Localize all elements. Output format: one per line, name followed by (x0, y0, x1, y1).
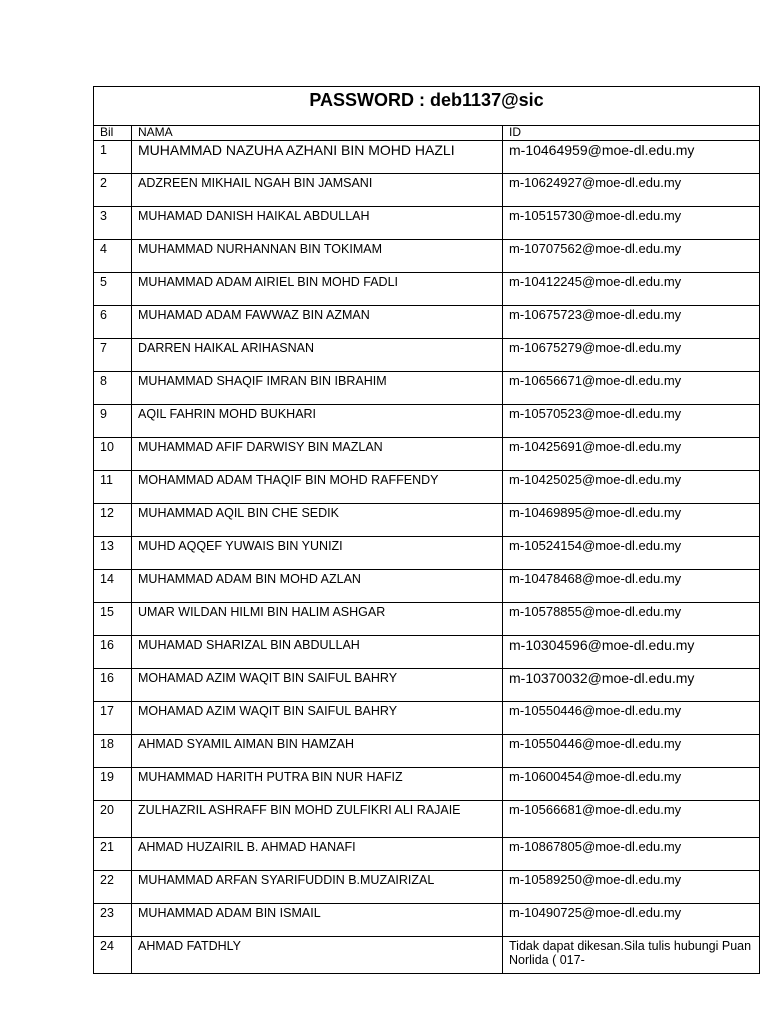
row-bil: 22 (94, 871, 132, 904)
row-bil: 24 (94, 937, 132, 974)
table-row (94, 838, 760, 871)
row-nama: MUHAMAD DANISH HAIKAL ABDULLAH (132, 207, 503, 240)
row-bil: 12 (94, 504, 132, 537)
row-bil: 10 (94, 438, 132, 471)
row-id: m-10550446@moe-dl.edu.my (503, 702, 760, 735)
table-row (94, 273, 760, 306)
row-bil: 16 (94, 669, 132, 702)
table-row (94, 207, 760, 240)
row-bil: 23 (94, 904, 132, 937)
table-row (94, 504, 760, 537)
row-bil: 19 (94, 768, 132, 801)
row-id: m-10478468@moe-dl.edu.my (503, 570, 760, 603)
table-row (94, 669, 760, 702)
table-row (94, 306, 760, 339)
row-id: m-10578855@moe-dl.edu.my (503, 603, 760, 636)
row-nama: ADZREEN MIKHAIL NGAH BIN JAMSANI (132, 174, 503, 207)
row-bil: 7 (94, 339, 132, 372)
row-nama: MUHAMMAD ADAM BIN ISMAIL (132, 904, 503, 937)
row-nama: ZULHAZRIL ASHRAFF BIN MOHD ZULFIKRI ALI RAJAIE (132, 801, 503, 838)
table-row (94, 636, 760, 669)
header-row (94, 126, 760, 141)
row-bil: 21 (94, 838, 132, 871)
row-id: m-10566681@moe-dl.edu.my (503, 801, 760, 838)
row-id: m-10867805@moe-dl.edu.my (503, 838, 760, 871)
row-nama: AQIL FAHRIN MOHD BUKHARI (132, 405, 503, 438)
table-row (94, 603, 760, 636)
table-row (94, 438, 760, 471)
row-nama: MUHAMMAD AFIF DARWISY BIN MAZLAN (132, 438, 503, 471)
row-id: m-10469895@moe-dl.edu.my (503, 504, 760, 537)
table-row (94, 735, 760, 768)
row-nama: DARREN HAIKAL ARIHASNAN (132, 339, 503, 372)
table-row (94, 937, 760, 974)
title-row (94, 87, 760, 126)
header-bil: Bil (94, 126, 132, 141)
row-id: m-10707562@moe-dl.edu.my (503, 240, 760, 273)
table-row (94, 801, 760, 838)
row-nama: MUHAMMAD ADAM AIRIEL BIN MOHD FADLI (132, 273, 503, 306)
row-bil: 20 (94, 801, 132, 838)
row-id: m-10370032@moe-dl.edu.my (503, 669, 760, 702)
row-id: m-10515730@moe-dl.edu.my (503, 207, 760, 240)
header-id: ID (503, 126, 760, 141)
row-bil: 9 (94, 405, 132, 438)
row-id: Tidak dapat dikesan.Sila tulis hubungi Puan Norlida ( 017- (503, 937, 760, 974)
table-row (94, 471, 760, 504)
row-id: m-10600454@moe-dl.edu.my (503, 768, 760, 801)
table-row (94, 240, 760, 273)
password-sheet (93, 86, 759, 974)
row-id: m-10425025@moe-dl.edu.my (503, 471, 760, 504)
row-nama: AHMAD SYAMIL AIMAN BIN HAMZAH (132, 735, 503, 768)
row-bil: 8 (94, 372, 132, 405)
row-nama: MUHAMMAD ADAM BIN MOHD AZLAN (132, 570, 503, 603)
row-nama: MUHAMMAD AQIL BIN CHE SEDIK (132, 504, 503, 537)
row-nama: MOHAMAD AZIM WAQIT BIN SAIFUL BAHRY (132, 702, 503, 735)
table-row (94, 702, 760, 735)
row-nama: MUHAMMAD NAZUHA AZHANI BIN MOHD HAZLI (132, 141, 503, 174)
row-nama: AHMAD FATDHLY (132, 937, 503, 974)
row-id: m-10589250@moe-dl.edu.my (503, 871, 760, 904)
student-table (93, 86, 760, 974)
row-bil: 15 (94, 603, 132, 636)
row-nama: UMAR WILDAN HILMI BIN HALIM ASHGAR (132, 603, 503, 636)
row-nama: MUHAMMAD NURHANNAN BIN TOKIMAM (132, 240, 503, 273)
table-row (94, 174, 760, 207)
row-bil: 4 (94, 240, 132, 273)
row-id: m-10524154@moe-dl.edu.my (503, 537, 760, 570)
row-id: m-10425691@moe-dl.edu.my (503, 438, 760, 471)
row-nama: MOHAMAD AZIM WAQIT BIN SAIFUL BAHRY (132, 669, 503, 702)
table-row (94, 768, 760, 801)
row-bil: 11 (94, 471, 132, 504)
table-row (94, 537, 760, 570)
password-title: PASSWORD : deb1137@sic (94, 87, 760, 126)
row-id: m-10675723@moe-dl.edu.my (503, 306, 760, 339)
row-nama: MUHAMMAD SHAQIF IMRAN BIN IBRAHIM (132, 372, 503, 405)
row-nama: MUHAMAD ADAM FAWWAZ BIN AZMAN (132, 306, 503, 339)
row-bil: 18 (94, 735, 132, 768)
row-id: m-10464959@moe-dl.edu.my (503, 141, 760, 174)
row-bil: 3 (94, 207, 132, 240)
row-nama: MUHAMMAD ARFAN SYARIFUDDIN B.MUZAIRIZAL (132, 871, 503, 904)
row-id: m-10656671@moe-dl.edu.my (503, 372, 760, 405)
row-nama: MUHAMAD SHARIZAL BIN ABDULLAH (132, 636, 503, 669)
row-bil: 1 (94, 141, 132, 174)
row-id: m-10675279@moe-dl.edu.my (503, 339, 760, 372)
row-bil: 16 (94, 636, 132, 669)
table-row (94, 372, 760, 405)
row-nama: AHMAD HUZAIRIL B. AHMAD HANAFI (132, 838, 503, 871)
table-row (94, 871, 760, 904)
table-row (94, 141, 760, 174)
table-row (94, 570, 760, 603)
row-bil: 13 (94, 537, 132, 570)
table-row (94, 405, 760, 438)
header-nama: NAMA (132, 126, 503, 141)
row-id: m-10550446@moe-dl.edu.my (503, 735, 760, 768)
table-row (94, 904, 760, 937)
row-bil: 5 (94, 273, 132, 306)
row-bil: 2 (94, 174, 132, 207)
row-bil: 14 (94, 570, 132, 603)
row-id: m-10624927@moe-dl.edu.my (503, 174, 760, 207)
row-id: m-10304596@moe-dl.edu.my (503, 636, 760, 669)
row-id: m-10412245@moe-dl.edu.my (503, 273, 760, 306)
table-row (94, 339, 760, 372)
row-nama: MUHD AQQEF YUWAIS BIN YUNIZI (132, 537, 503, 570)
row-id: m-10570523@moe-dl.edu.my (503, 405, 760, 438)
row-nama: MUHAMMAD HARITH PUTRA BIN NUR HAFIZ (132, 768, 503, 801)
row-nama: MOHAMMAD ADAM THAQIF BIN MOHD RAFFENDY (132, 471, 503, 504)
row-id: m-10490725@moe-dl.edu.my (503, 904, 760, 937)
row-bil: 17 (94, 702, 132, 735)
row-bil: 6 (94, 306, 132, 339)
